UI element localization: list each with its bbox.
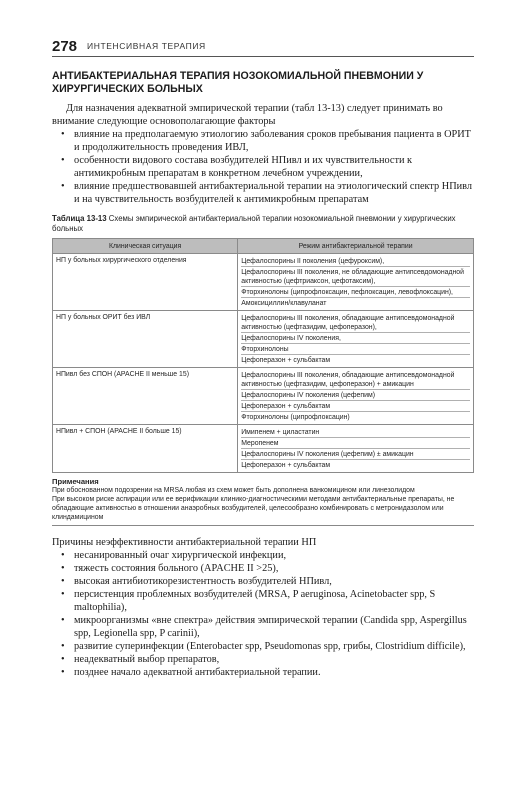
list-item: • высокая антибиотикорезистентность возбудителей НПивл, — [61, 576, 332, 587]
regimen-item: Фторхинолоны (ципрофлоксацин) — [241, 413, 350, 421]
situation-cell: НП у больных хирургического отделения — [53, 254, 238, 311]
regimen-item: Фторхинолоны — [241, 344, 470, 355]
factors-list — [52, 128, 474, 206]
regimen-cell — [238, 254, 474, 311]
running-title: ИНТЕНСИВНАЯ ТЕРАПИЯ — [87, 41, 206, 51]
regimen-item: Цефалоспорины IV поколения (цефепим) ± амикацин — [241, 449, 470, 460]
list-item: • влияние на предполагаемую этиологию заболевания сроков пребывания пациента в ОРИТ и продолжительность проведения ИВЛ, — [61, 129, 471, 153]
regimen-item: Цефоперазон + сульбактам — [241, 461, 331, 469]
list-item: • неадекватный выбор препаратов, — [61, 654, 220, 665]
regimen-item: Цефоперазон + сульбактам — [241, 401, 470, 412]
situation-cell: НПивл + СПОН (APACHE II больше 15) — [53, 425, 238, 473]
regimen-cell — [238, 425, 474, 473]
table-caption-text: Схемы эмпирической антибактериальной терапии нозокомиальной пневмонии у хирургических больных — [52, 214, 456, 233]
bullet-icon: • — [61, 576, 65, 587]
regimen-cell — [238, 368, 474, 425]
section-title: АНТИБАКТЕРИАЛЬНАЯ ТЕРАПИЯ НОЗОКОМИАЛЬНОЙ ПНЕВМОНИИ У ХИРУРГИЧЕСКИХ БОЛЬНЫХ — [52, 70, 424, 95]
list-item: • позднее начало адекватной антибактериальной терапии. — [61, 667, 321, 678]
situation-cell: НП у больных ОРИТ без ИВЛ — [53, 311, 238, 368]
list-item: • развитие суперинфекции (Enterobacter spp, Pseudomonas spp, грибы, Clostridium difficile), — [61, 641, 466, 652]
bullet-icon: • — [61, 667, 65, 678]
bullet-icon: • — [61, 181, 65, 192]
regimen-item: Цефалоспорины IV поколения, — [241, 333, 470, 344]
table-row — [53, 425, 474, 473]
regimen-item: Цефалоспорины III поколения, обладающие антипсевдомонадной активностью (цефтазидим, цефоперазон), — [241, 313, 470, 333]
bullet-icon: • — [61, 654, 65, 665]
list-item: • влияние предшествовавшей антибактериальной терапии на этиологический спектр НПивл и на чувствительность возбудителей к антимикробным препаратам — [61, 181, 473, 205]
regimen-item: Цефалоспорины IV поколения (цефепим) — [241, 390, 470, 401]
intro-paragraph: Для назначения адекватной эмпирической терапии (табл 13-13) следует принимать во внимание следующие основополагающие факторы — [52, 103, 443, 127]
regimen-item: Цефалоспорины II поколения (цефуроксим), — [241, 256, 470, 267]
regimen-item: Фторхинолоны (ципрофлоксацин, пефлоксацин, левофлоксацин), — [241, 287, 470, 298]
page-number: 278 — [52, 37, 78, 55]
notes-title: Примечания — [52, 477, 99, 486]
list-item: • персистенция проблемных возбудителей (MRSA, P aeruginosa, Acinetobacter spp, S maltophilia), — [61, 589, 436, 613]
failure-causes-section — [52, 536, 474, 679]
bullet-icon: • — [61, 155, 65, 166]
bullet-icon: • — [61, 641, 65, 652]
list-item: • тяжесть состояния больного (APACHE II >25), — [61, 563, 279, 574]
list-item: • особенности видового состава возбудителей НПивл и их чувствительности к антимикробным препаратам в конкретном лечебном учреждении, — [61, 155, 413, 179]
situation-cell: НПивл без СПОН (APACHE II меньше 15) — [53, 368, 238, 425]
regimen-table — [52, 238, 474, 473]
column-header-situation: Клиническая ситуация — [53, 239, 238, 254]
bullet-icon: • — [61, 589, 65, 600]
bullet-icon: • — [61, 615, 65, 626]
table-caption — [52, 214, 474, 234]
causes-list — [52, 549, 474, 679]
bullet-icon: • — [61, 550, 65, 561]
regimen-item: Амоксициллин/клавуланат — [241, 299, 327, 307]
table-row — [53, 368, 474, 425]
running-header — [52, 36, 474, 57]
note-item: При высоком риске аспирации или ее верификации клинико-диагностическими методами антибактериальные препараты, не обладающие активностью в отношении анаэробных возбудителей, целесообразно комбинировать с метронидазолом или клиндамицином — [52, 496, 455, 521]
table-row — [53, 311, 474, 368]
regimen-item: Имипенем + циластатин — [241, 427, 470, 438]
regimen-item: Цефалоспорины III поколения, не обладающие антипсевдомонадной активностью (цефтриаксон, цефотаксим), — [241, 267, 470, 287]
table-header-row — [53, 239, 474, 254]
regimen-item: Цефалоспорины III поколения, обладающие антипсевдомонадной активностью (цефтазидим, цефоперазон) + амикацин — [241, 370, 470, 390]
table-caption-label: Таблица 13-13 — [52, 214, 107, 223]
bullet-icon: • — [61, 129, 65, 140]
regimen-cell — [238, 311, 474, 368]
table-row — [53, 254, 474, 311]
causes-title: Причины неэффективности антибактериальной терапии НП — [52, 537, 317, 548]
note-item: При обоснованном подозрении на MRSA любая из схем может быть дополнена ванкомицином или линезолидом — [52, 487, 415, 494]
table-notes — [52, 477, 474, 526]
page-content — [52, 70, 474, 679]
regimen-item: Меропенем — [241, 438, 470, 449]
list-item: • микроорганизмы «вне спектра» действия эмпирической терапии (Candida spp, Aspergillus spp, Legionella spp, P carinii), — [61, 615, 467, 639]
column-header-regimen: Режим антибактериальной терапии — [238, 239, 474, 254]
list-item: • несанированный очаг хирургической инфекции, — [61, 550, 287, 561]
bullet-icon: • — [61, 563, 65, 574]
regimen-item: Цефоперазон + сульбактам — [241, 356, 331, 364]
